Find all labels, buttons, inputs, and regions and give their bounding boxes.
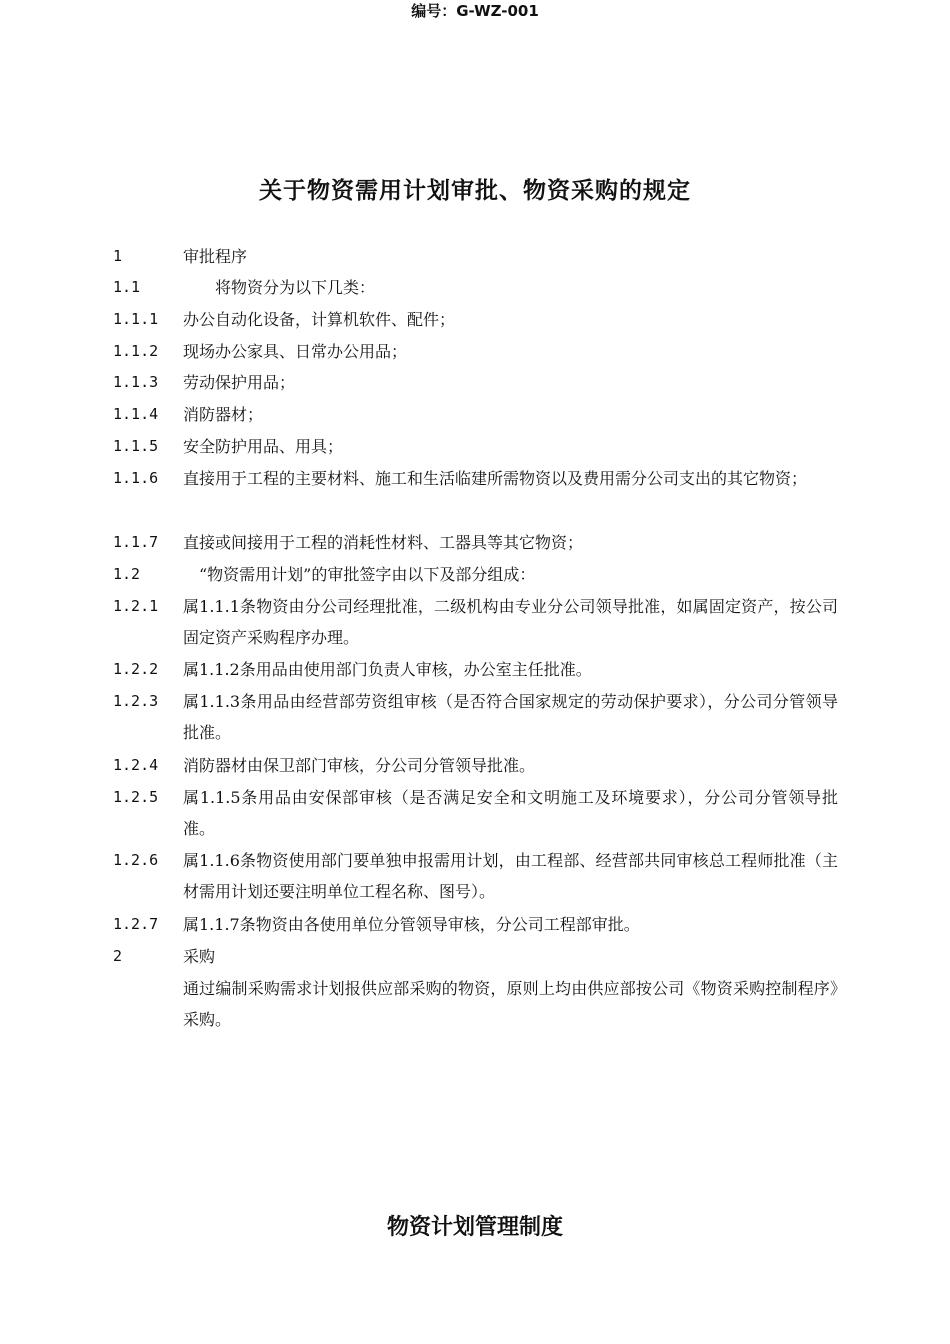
item-text: 属1.1.5条用品由安保部审核（是否满足安全和文明施工及环境要求），分公司分管领导批准。 [183, 788, 838, 838]
item-number: 1.1 [113, 278, 141, 296]
document-title: 关于物资需用计划审批、物资采购的规定 [259, 178, 691, 204]
item-text: “物资需用计划”的审批签字由以下及部分组成： [183, 565, 536, 584]
item-number: 1.2.5 [113, 788, 159, 806]
item-text: 直接用于工程的主要材料、施工和生活临建所需物资以及费用需分公司支出的其它物资； [183, 469, 808, 488]
item-text: 办公自动化设备，计算机软件、配件； [183, 310, 456, 329]
item-number: 1 [113, 247, 123, 265]
item-text: 属1.1.2条用品由使用部门负责人审核，办公室主任批准。 [183, 660, 592, 679]
item-text: 安全防护用品、用具； [183, 437, 344, 456]
item-number: 1.2.3 [113, 692, 159, 710]
item-number: 2 [113, 947, 123, 965]
item-text: 属1.1.1条物资由分公司经理批准，二级机构由专业分公司领导批准，如属固定资产，按公司固定资产采购程序办理。 [183, 597, 838, 647]
item-text: 劳动保护用品； [183, 373, 296, 392]
item-text: 消防器材由保卫部门审核，分公司分管领导批准。 [183, 756, 536, 775]
item-number: 1.2.1 [113, 597, 159, 615]
item-text: 属1.1.3条用品由经营部劳资组审核（是否符合国家规定的劳动保护要求），分公司分管领导批准。 [183, 692, 838, 742]
item-number: 1.1.7 [113, 533, 159, 551]
item-text: 直接或间接用于工程的消耗性材料、工器具等其它物资； [183, 533, 584, 552]
item-text: 采购 [183, 947, 216, 966]
item-number: 1.2.6 [113, 851, 159, 869]
item-text: 现场办公家具、日常办公用品； [183, 342, 408, 361]
item-number: 1.2.2 [113, 660, 159, 678]
item-number: 1.1.1 [113, 310, 159, 328]
item-text: 消防器材； [183, 405, 264, 424]
item-number: 1.1.6 [113, 469, 159, 487]
item-number: 1.2.4 [113, 756, 159, 774]
item-text: 审批程序 [183, 247, 248, 266]
item-text: 通过编制采购需求计划报供应部采购的物资，原则上均由供应部按公司《物资采购控制程序》采购。 [183, 979, 838, 1029]
item-number: 1.2.7 [113, 915, 159, 933]
item-text: 属1.1.7条物资由各使用单位分管领导审核，分公司工程部审批。 [183, 915, 640, 934]
item-number: 1.1.2 [113, 342, 159, 360]
item-number: 1.1.3 [113, 373, 159, 391]
item-text: 属1.1.6条物资使用部门要单独申报需用计划，由工程部、经营部共同审核总工程师批准（主材需用计划还要注明单位工程名称、图号）。 [183, 851, 838, 901]
document-number: 编号：G-WZ-001 [411, 2, 539, 20]
item-number: 1.1.4 [113, 405, 159, 423]
next-section-title: 物资计划管理制度 [386, 1215, 563, 1240]
item-number: 1.1.5 [113, 437, 159, 455]
item-number: 1.2 [113, 565, 141, 583]
item-text: 将物资分为以下几类： [183, 278, 376, 297]
